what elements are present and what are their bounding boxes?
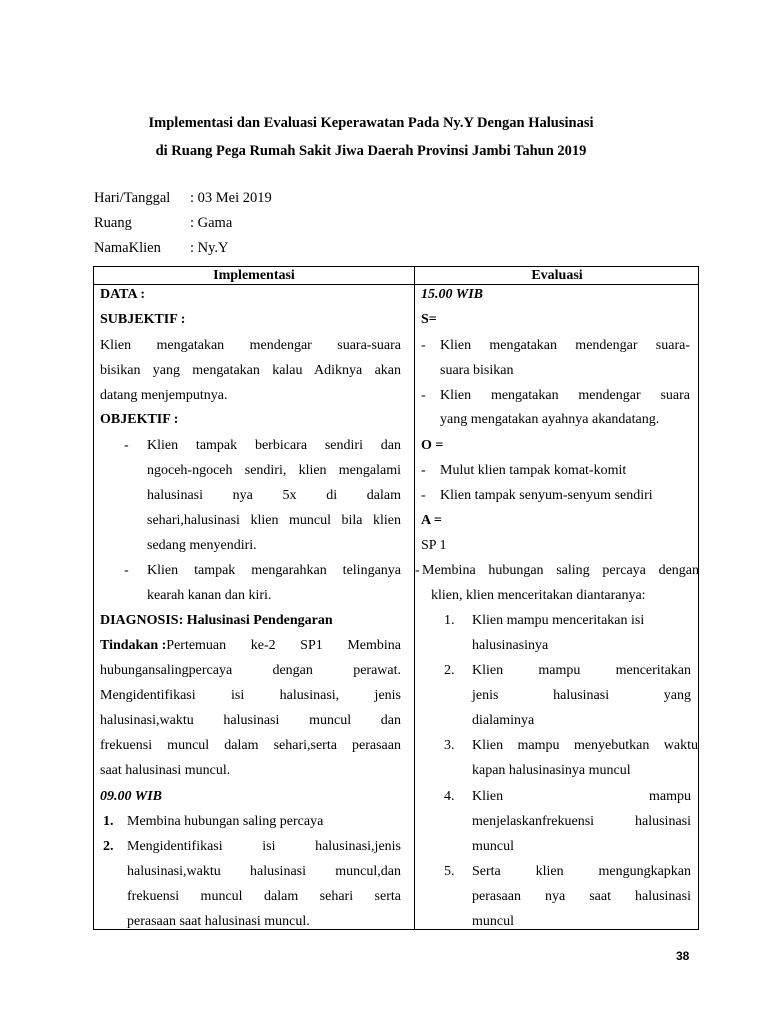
diagnosis: DIAGNOSIS: Halusinasi Pendengaran xyxy=(100,613,333,628)
header-divider xyxy=(94,284,698,285)
document-title-line-2: di Ruang Pega Rumah Sakit Jiwa Daerah Provinsi Jambi Tahun 2019 xyxy=(155,143,587,159)
o-label: O = xyxy=(421,438,444,453)
objektif-line: ngoceh-ngoceh sendiri, klien mengalami xyxy=(147,463,401,478)
a-line: Membina hubungan saling percaya dengan xyxy=(422,563,699,578)
sp-label: SP 1 xyxy=(421,538,447,553)
info-row-client xyxy=(94,240,229,257)
bullet: - xyxy=(124,438,129,453)
item-line: jenis halusinasi yang xyxy=(472,688,691,703)
item-number: 2. xyxy=(444,663,455,678)
step-number: 1. xyxy=(103,814,114,829)
objektif-line: Klien tampak mengarahkan telinganya xyxy=(147,563,401,578)
item-line: dialaminya xyxy=(472,713,535,728)
item-line: Klien mampu menceritakan isi xyxy=(472,613,645,628)
objektif-line: Klien tampak berbicara sendiri dan xyxy=(147,438,401,453)
info-value: : Gama xyxy=(190,215,233,231)
step-number: 2. xyxy=(103,839,114,854)
tindakan-line: saat halusinasi muncul. xyxy=(100,763,231,778)
document-title-line-1: Implementasi dan Evaluasi Keperawatan Pada Ny.Y Dengan Halusinasi xyxy=(148,115,594,131)
item-line: Klien mampu menyebutkan waktu xyxy=(472,738,698,753)
item-line: Serta klien mengungkapkan xyxy=(472,864,691,879)
objektif-line: sehari,halusinasi klien muncul bila klien xyxy=(147,513,401,528)
objektif-label: OBJEKTIF : xyxy=(100,412,179,427)
info-row-room xyxy=(94,215,232,232)
item-line: muncul xyxy=(472,914,514,929)
tindakan-line: Mengidentifikasi isi halusinasi, jenis xyxy=(100,688,401,703)
s-line: yang mengatakan ayahnya akandatang. xyxy=(440,412,660,427)
bullet: - xyxy=(421,338,426,353)
item-number: 4. xyxy=(444,789,455,804)
right-time: 15.00 WIB xyxy=(421,287,483,302)
column-header-implementasi: Implementasi xyxy=(213,268,295,283)
step-line: Membina hubungan saling percaya xyxy=(127,814,324,829)
info-row-date xyxy=(94,190,272,207)
tindakan-line: halusinasi,waktu halusinasi muncul dan xyxy=(100,713,401,728)
info-key: NamaKlien xyxy=(94,240,161,256)
o-line: Klien tampak senyum-senyum sendiri xyxy=(440,488,653,503)
info-value: : Ny.Y xyxy=(190,240,229,256)
tindakan-line: hubungansalingpercaya dengan perawat. xyxy=(100,663,401,678)
bullet: - xyxy=(421,488,426,503)
tindakan-text: Pertemuan ke-2 SP1 Membina xyxy=(166,638,401,653)
item-line: kapan halusinasinya muncul xyxy=(472,763,631,778)
item-number: 3. xyxy=(444,738,455,753)
info-value: : 03 Mei 2019 xyxy=(190,190,272,206)
item-line: Klien mampu xyxy=(472,789,691,804)
tindakan-line: frekuensi muncul dalam sehari,serta perasaan xyxy=(100,738,401,753)
step-line: Mengidentifikasi isi halusinasi,jenis xyxy=(127,839,401,854)
item-number: 1. xyxy=(444,613,455,628)
tindakan-label: Tindakan : xyxy=(100,638,167,653)
a-label: A = xyxy=(421,513,442,528)
page-number: 38 xyxy=(676,949,690,963)
s-line: Klien mengatakan mendengar suara xyxy=(440,388,690,403)
subjektif-label: SUBJEKTIF : xyxy=(100,312,186,327)
subjektif-line: datang menjemputnya. xyxy=(100,388,228,403)
objektif-line: sedang menyendiri. xyxy=(147,538,257,553)
item-line: halusinasinya xyxy=(472,638,549,653)
o-line: Mulut klien tampak komat-komit xyxy=(440,463,627,478)
item-line: muncul xyxy=(472,839,514,854)
s-line: Klien mengatakan mendengar suara- xyxy=(440,338,690,353)
info-key: Hari/Tanggal xyxy=(94,190,171,206)
column-divider xyxy=(414,267,415,929)
a-line: klien, klien menceritakan diantaranya: xyxy=(431,588,646,603)
step-line: perasaan saat halusinasi muncul. xyxy=(127,914,310,929)
subjektif-line: bisikan yang mengatakan kalau Adiknya akan xyxy=(100,363,401,378)
data-label: DATA : xyxy=(100,287,145,302)
bullet: - xyxy=(421,388,426,403)
bullet: - xyxy=(421,463,426,478)
step-line: halusinasi,waktu halusinasi muncul,dan xyxy=(127,864,401,879)
left-time: 09.00 WIB xyxy=(100,789,162,804)
s-label: S= xyxy=(421,312,437,327)
subjektif-line: Klien mengatakan mendengar suara-suara xyxy=(100,338,401,353)
column-header-evaluasi: Evaluasi xyxy=(531,268,583,283)
objektif-line: halusinasi nya 5x di dalam xyxy=(147,488,401,503)
s-line: suara bisikan xyxy=(440,363,514,378)
info-key: Ruang xyxy=(94,215,132,231)
bullet: - xyxy=(415,563,420,578)
implementation-evaluation-table xyxy=(93,266,699,930)
item-line: Klien mampu menceritakan xyxy=(472,663,691,678)
tindakan-first-line xyxy=(100,638,401,654)
step-line: frekuensi muncul dalam sehari serta xyxy=(127,889,401,904)
item-number: 5. xyxy=(444,864,455,879)
bullet: - xyxy=(124,563,129,578)
item-line: menjelaskanfrekuensi halusinasi xyxy=(472,814,691,829)
objektif-line: kearah kanan dan kiri. xyxy=(147,588,272,603)
item-line: perasaan nya saat halusinasi xyxy=(472,889,691,904)
